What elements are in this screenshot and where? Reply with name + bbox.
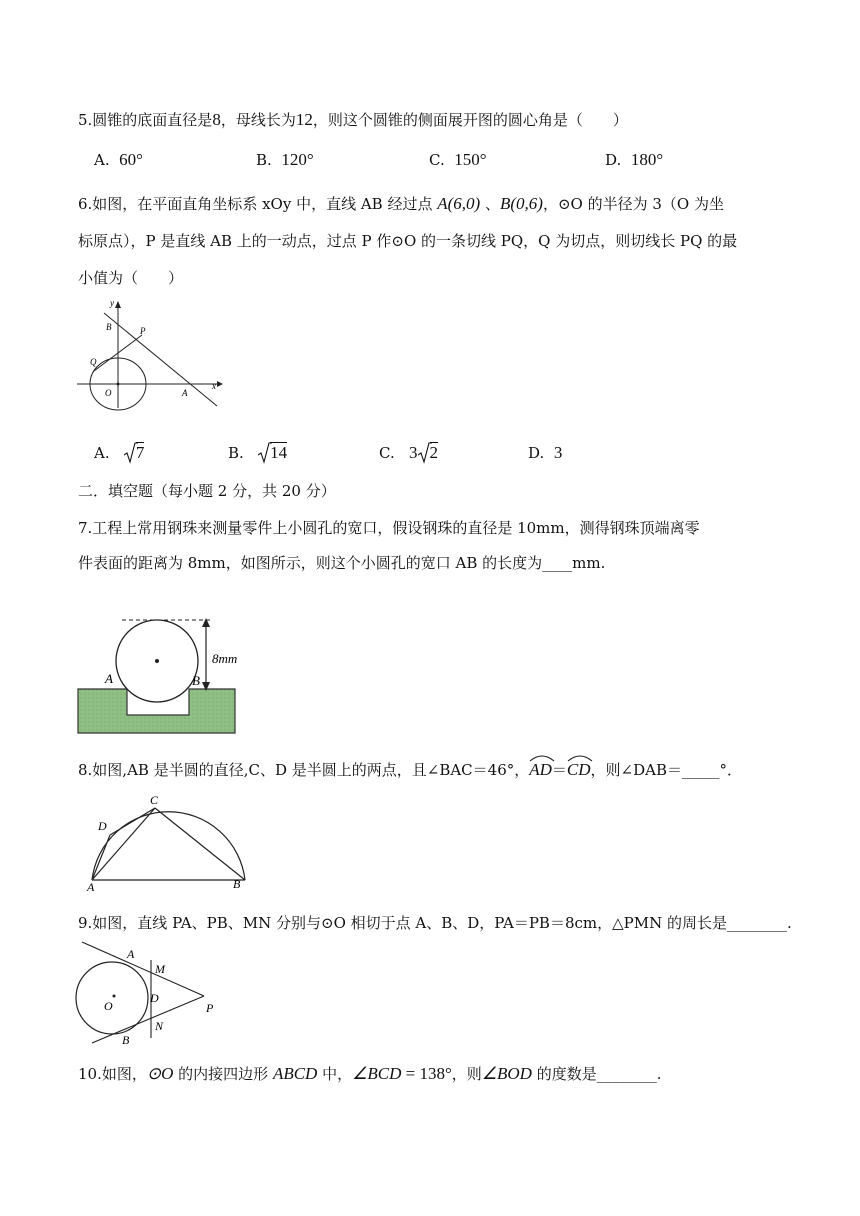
q5-num-12: 12	[295, 110, 313, 129]
q6-fig-label-P: P	[140, 326, 146, 336]
q10-text-e: 的度数是________.	[531, 1065, 662, 1083]
q5-option-a[interactable]	[94, 150, 143, 170]
q6-option-c-value: 2	[429, 443, 439, 462]
q10-stem	[78, 1064, 662, 1084]
q5-option-c-value: 150°	[454, 150, 487, 169]
q9-fig-label-O: O	[104, 999, 113, 1013]
q9-fig-label-N: N	[155, 1019, 164, 1033]
q5-option-a-label: A.	[94, 151, 110, 169]
q9-stem: 9.如图，直线 PA、PB、MN 分别与⊙O 相切于点 A、B、D，PA＝PB＝8cm，△PMN 的周长是________.	[78, 914, 792, 932]
q6-option-d-value: 3	[553, 443, 563, 462]
arc-symbol-icon	[567, 754, 593, 762]
q7-figure	[72, 605, 272, 745]
q5-text-a: 5.圆锥的底面直径是	[78, 111, 213, 129]
q6-figure	[72, 296, 232, 426]
q10-text-d: ，则	[451, 1065, 482, 1083]
q6-fig-label-A: A	[182, 388, 188, 398]
q6-text-b: 、	[480, 195, 500, 213]
q6-option-b[interactable]	[228, 443, 287, 463]
radical-sign-icon	[418, 442, 432, 464]
q5-option-d-value: 180°	[630, 150, 664, 169]
q8-equals: ＝	[551, 761, 567, 779]
q10-circle: ⊙O	[146, 1064, 174, 1083]
q8-arc-ad	[529, 760, 552, 780]
q6-option-a[interactable]	[94, 443, 144, 463]
q8-fig-label-A: A	[87, 880, 95, 892]
q8-text-a: 8.如图,AB 是半圆的直径,C、D 是半圆上的两点，且∠BAC＝46°，	[78, 761, 530, 779]
q6-fig-label-B: B	[106, 322, 112, 332]
q6-point-b: B(0,6)	[500, 194, 543, 213]
section-title: 二．填空题（每小题 2 分，共 20 分）	[78, 482, 336, 500]
q6-stem-line3: 小值为（ ）	[78, 269, 184, 287]
q6-option-c-sqrt	[418, 443, 439, 463]
q10-text-c: 中，	[317, 1065, 353, 1083]
q9-fig-label-P: P	[206, 1001, 214, 1015]
q9-fig-label-D: D	[150, 991, 159, 1005]
q5-option-b-label: B.	[256, 151, 272, 169]
q5-text-c: ，则这个圆锥的侧面展开图的圆心角是（ ）	[312, 111, 628, 129]
q6-option-b-label: B.	[228, 444, 244, 462]
q6-text-c: ，⊙O 的半径为 3（O 为坐	[542, 195, 724, 213]
q9-fig-label-A: A	[127, 947, 135, 961]
q5-option-a-value: 60°	[119, 150, 143, 169]
q5-option-b[interactable]	[256, 150, 314, 170]
arc-symbol-icon	[529, 754, 555, 762]
q5-option-b-value: 120°	[281, 150, 314, 169]
q7-stem-line1: 7.工程上常用钢珠来测量零件上小圆孔的宽口，假设钢珠的直径是 10mm，测得钢珠顶端离零	[78, 519, 700, 537]
q6-option-b-sqrt	[258, 443, 287, 463]
q8-text-b: ，则∠DAB＝_____°．	[590, 761, 742, 779]
q5-option-c[interactable]	[429, 150, 487, 170]
q7-fig-label-A: A	[105, 671, 113, 686]
q6-option-c[interactable]	[379, 443, 438, 463]
q6-fig-label-O: O	[105, 388, 112, 398]
q6-stem-line1	[78, 194, 724, 214]
q6-option-d[interactable]	[528, 443, 562, 463]
q8-arc-cd-label: CD	[566, 760, 591, 779]
q8-fig-label-C: C	[150, 793, 159, 807]
q6-text-a: 6.如图，在平面直角坐标系 xOy 中，直线 AB 经过点	[78, 195, 438, 213]
q5-text-b: ，母线长为	[220, 111, 296, 129]
q6-option-a-label: A.	[94, 444, 110, 462]
q10-quad: ABCD	[272, 1064, 318, 1083]
q6-option-a-value: 7	[135, 443, 145, 462]
q6-fig-label-x: x	[212, 381, 216, 391]
q7-fig-label-dim: 8mm	[212, 651, 238, 666]
q6-option-d-label: D.	[528, 444, 545, 462]
q5-option-c-label: C.	[429, 151, 445, 169]
q6-option-c-coef: 3	[409, 443, 418, 462]
q10-text-a: 10.如图，	[78, 1065, 147, 1083]
q7-fig-label-B: B	[192, 673, 200, 688]
q8-arc-cd	[567, 760, 591, 780]
q6-stem-line2: 标原点），P 是直线 AB 上的一动点，过点 P 作⊙O 的一条切线 PQ，Q 为切点，则切线长 PQ 的最	[78, 232, 738, 250]
q8-fig-label-B: B	[233, 877, 241, 891]
q6-fig-label-y: y	[110, 298, 114, 308]
q10-angle-bcd: ∠BCD	[352, 1064, 402, 1083]
q5-option-d-label: D.	[605, 151, 622, 169]
q10-text-b: 的内接四边形	[173, 1065, 273, 1083]
radical-sign-icon	[258, 442, 272, 464]
q6-option-c-label: C.	[379, 444, 395, 462]
q5-num-8: 8	[212, 110, 221, 129]
q8-stem	[78, 760, 742, 780]
q10-angle-bod: ∠BOD	[481, 1064, 532, 1083]
q7-stem-line2: 件表面的距离为 8mm，如图所示，则这个小圆孔的宽口 AB 的长度为____mm.	[78, 554, 606, 572]
q6-point-a: A(6,0)	[437, 194, 481, 213]
q6-option-a-sqrt	[124, 443, 145, 463]
q9-figure	[72, 938, 232, 1048]
q10-angle-value: = 138°	[401, 1064, 452, 1083]
q5-stem	[78, 110, 628, 130]
q6-fig-label-Q: Q	[90, 357, 97, 367]
q8-figure	[80, 792, 255, 892]
radical-sign-icon	[124, 442, 138, 464]
q5-option-d[interactable]	[605, 150, 663, 170]
q8-fig-label-D: D	[98, 819, 107, 833]
q8-arc-ad-label: AD	[529, 760, 552, 779]
q6-option-b-value: 14	[270, 443, 288, 462]
q9-fig-label-B: B	[122, 1033, 130, 1047]
q9-fig-label-M: M	[155, 962, 165, 976]
